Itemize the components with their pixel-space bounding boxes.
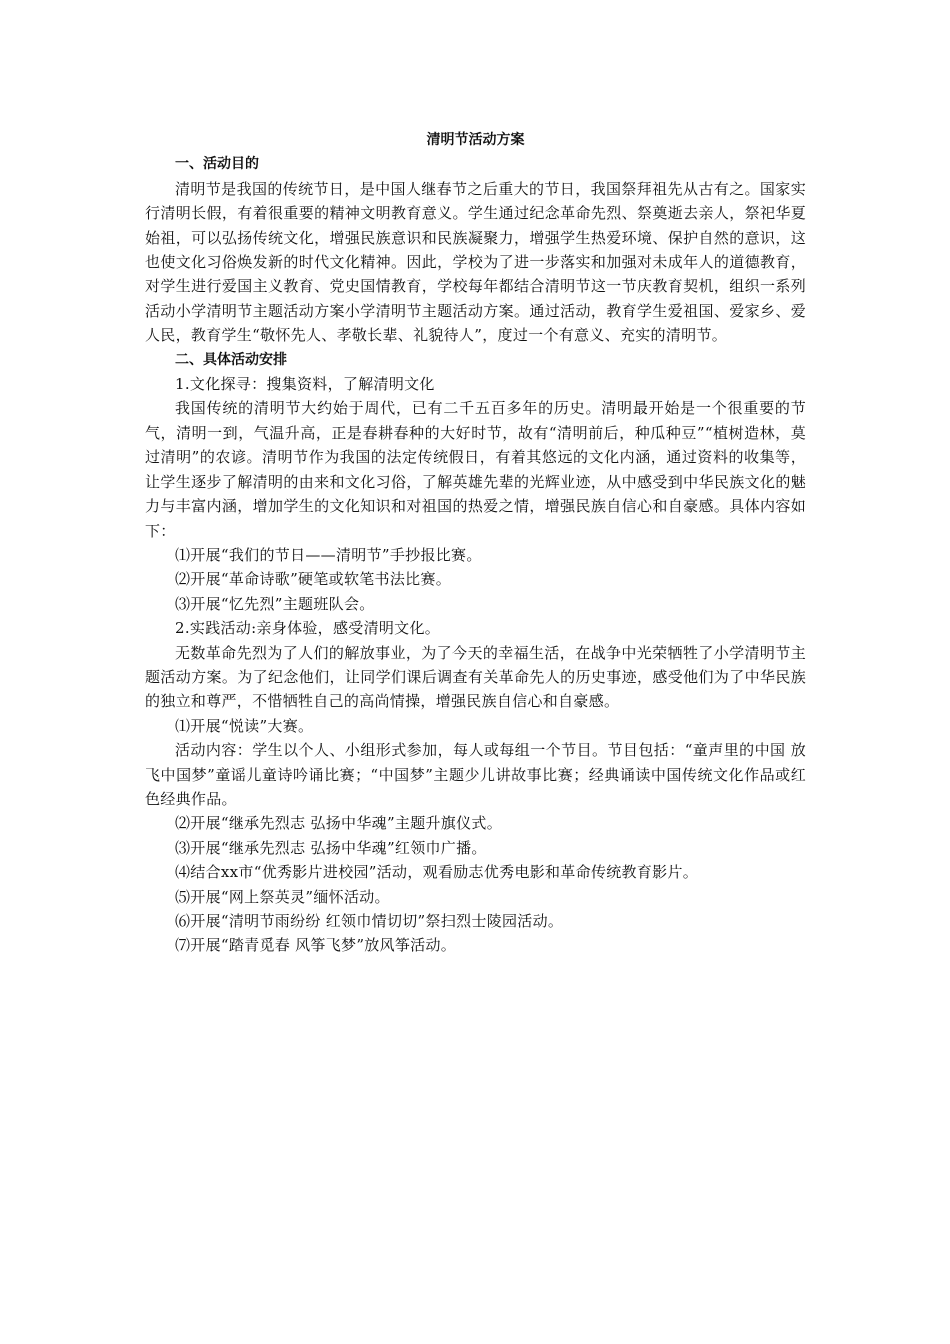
section-heading-purpose: 一、活动目的 xyxy=(175,156,259,173)
list-item: ⑴开展“悦读”大赛。 xyxy=(175,716,314,735)
section-heading-arrangement: 二、具体活动安排 xyxy=(175,351,287,368)
paragraph-purpose: 清明节是我国的传统节日，是中国人继春节之后重大的节日，我国祭拜祖先从古有之。国家实行清明长假，有着很重要的精神文明教育意义。学生通过纪念革命先烈、祭奠逝去亲人，祭祀华夏始祖，可以弘扬传统文化，增强民族意识和民族凝聚力，增强学生热爱环境、保护自然的意识，这也使文化习俗焕发新的时代文化精神。因此，学校为了进一步落实和加强对未成年人的道德教育，对学生进行爱国主义教育、党史国情教育，学校每年都结合清明节这一节庆教育契机，组织一系列活动小学清明节主题活动方案小学清明节主题活动方案。通过活动，教育学生爱祖国、爱家乡、爱人民，教育学生“敬怀先人、孝敬长辈、礼貌待人”，度过一个有意义、充实的清明节。 xyxy=(145,179,806,345)
list-item: ⑸开展“网上祭英灵”缅怀活动。 xyxy=(175,887,390,906)
list-item: ⑶开展“忆先烈”主题班队会。 xyxy=(175,594,375,613)
paragraph-culture: 我国传统的清明节大约始于周代，已有二千五百多年的历史。清明最开始是一个很重要的节气，清明一到，气温升高，正是春耕春种的大好时节，故有“清明前后，种瓜种豆”“植树造林，莫过清明”的农谚。清明节作为我国的法定传统假日，有着其悠远的文化内涵，通过资料的收集等，让学生逐步了解清明的由来和文化习俗，了解英雄先辈的光辉业迹，从中感受到中华民族文化的魅力与丰富内涵，增加学生的文化知识和对祖国的热爱之情，增强民族自信心和自豪感。具体内容如下： xyxy=(145,399,806,540)
document-page xyxy=(145,128,806,958)
subheading-practice: 2.实践活动:亲身体验，感受清明文化。 xyxy=(175,619,441,638)
list-item: ⑵开展“革命诗歌”硬笔或软笔书法比赛。 xyxy=(175,570,452,589)
subheading-culture: 1.文化探寻：搜集资料，了解清明文化 xyxy=(175,375,435,394)
list-item: ⑷结合xx市“优秀影片进校园”活动，观看励志优秀电影和革命传统教育影片。 xyxy=(175,863,699,882)
list-item: ⑶开展“继承先烈志 弘扬中华魂”红领巾广播。 xyxy=(175,838,487,857)
list-item: ⑵开展“继承先烈志 弘扬中华魂”主题升旗仪式。 xyxy=(175,814,503,833)
paragraph-practice: 无数革命先烈为了人们的解放事业，为了今天的幸福生活，在战争中光荣牺牲了小学清明节主题活动方案。为了纪念他们，让同学们课后调查有关革命先人的历史事迹，感受他们为了中华民族的独立和尊严，不惜牺牲自己的高尚情操，增强民族自信心和自豪感。 xyxy=(145,643,806,711)
document-title: 清明节活动方案 xyxy=(426,132,525,148)
list-item: ⑴开展“我们的节日——清明节”手抄报比赛。 xyxy=(175,545,482,564)
list-item: ⑺开展“踏青觅春 风筝飞梦”放风筝活动。 xyxy=(175,936,457,955)
list-item: ⑹开展“清明节雨纷纷 红领巾情切切”祭扫烈士陵园活动。 xyxy=(175,912,564,930)
paragraph-activity-content: 活动内容：学生以个人、小组形式参加，每人或每组一个节目。节目包括：“童声里的中国 放飞中国梦”童谣儿童诗吟诵比赛；“中国梦”主题少儿讲故事比赛；经典诵读中国传统文化作品或红色经典作品。 xyxy=(145,741,806,808)
